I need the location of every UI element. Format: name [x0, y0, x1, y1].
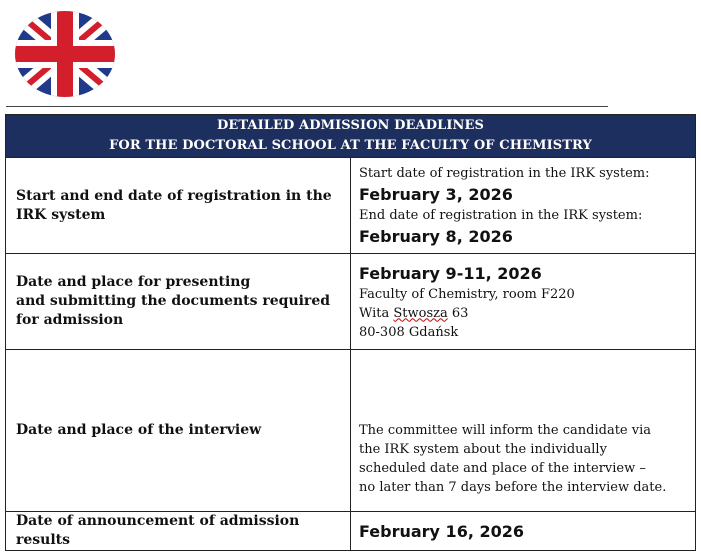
start-date: February 3, 2026	[359, 184, 513, 204]
label-line: Date and place for presenting	[16, 274, 251, 290]
street-word: Wita	[359, 305, 390, 321]
address-line: 80-308 Gdańsk	[359, 324, 459, 340]
documents-date: February 9-11, 2026	[359, 263, 542, 283]
row-value	[351, 512, 696, 551]
interview-text-line: The committee will inform the candidate via	[359, 423, 652, 438]
table-header	[6, 115, 696, 158]
label-line: and submitting the documents required	[16, 293, 331, 309]
street-word: Stwosza	[393, 305, 448, 321]
address-line: Faculty of Chemistry, room F220	[359, 286, 575, 302]
interview-text-line: scheduled date and place of the interview –	[359, 461, 646, 476]
row-label	[6, 512, 351, 551]
results-date: February 16, 2026	[359, 521, 524, 541]
address-line	[359, 304, 687, 323]
table-row	[6, 512, 696, 551]
label-line: results	[16, 532, 71, 548]
header-line-2: FOR THE DOCTORAL SCHOOL AT THE FACULTY OF CHEMISTRY	[109, 138, 592, 153]
row-value	[351, 350, 696, 512]
end-date: February 8, 2026	[359, 226, 513, 246]
start-date-label: Start date of registration in the IRK system:	[359, 165, 650, 181]
row-value	[351, 254, 696, 350]
table-row	[6, 158, 696, 254]
label-line: for admission	[16, 312, 124, 328]
label-line: Date of announcement of admission	[16, 513, 300, 529]
row-label	[6, 254, 351, 350]
end-date-label: End date of registration in the IRK system:	[359, 207, 643, 223]
admission-deadlines-table	[5, 114, 696, 551]
table-row	[6, 254, 696, 350]
header-line-1: DETAILED ADMISSION DEADLINES	[216, 118, 485, 133]
interview-text-line: no later than 7 days before the interview date.	[359, 480, 667, 495]
table-row	[6, 350, 696, 512]
divider-line	[6, 106, 608, 107]
row-label: Date and place of the interview	[6, 350, 351, 512]
table-header-row	[6, 115, 696, 158]
row-label: Start and end date of registration in the IRK system	[6, 158, 351, 254]
street-number: 63	[451, 305, 469, 321]
uk-flag-icon	[12, 8, 118, 98]
interview-text-line: the IRK system about the individually	[359, 442, 607, 457]
row-value	[351, 158, 696, 254]
